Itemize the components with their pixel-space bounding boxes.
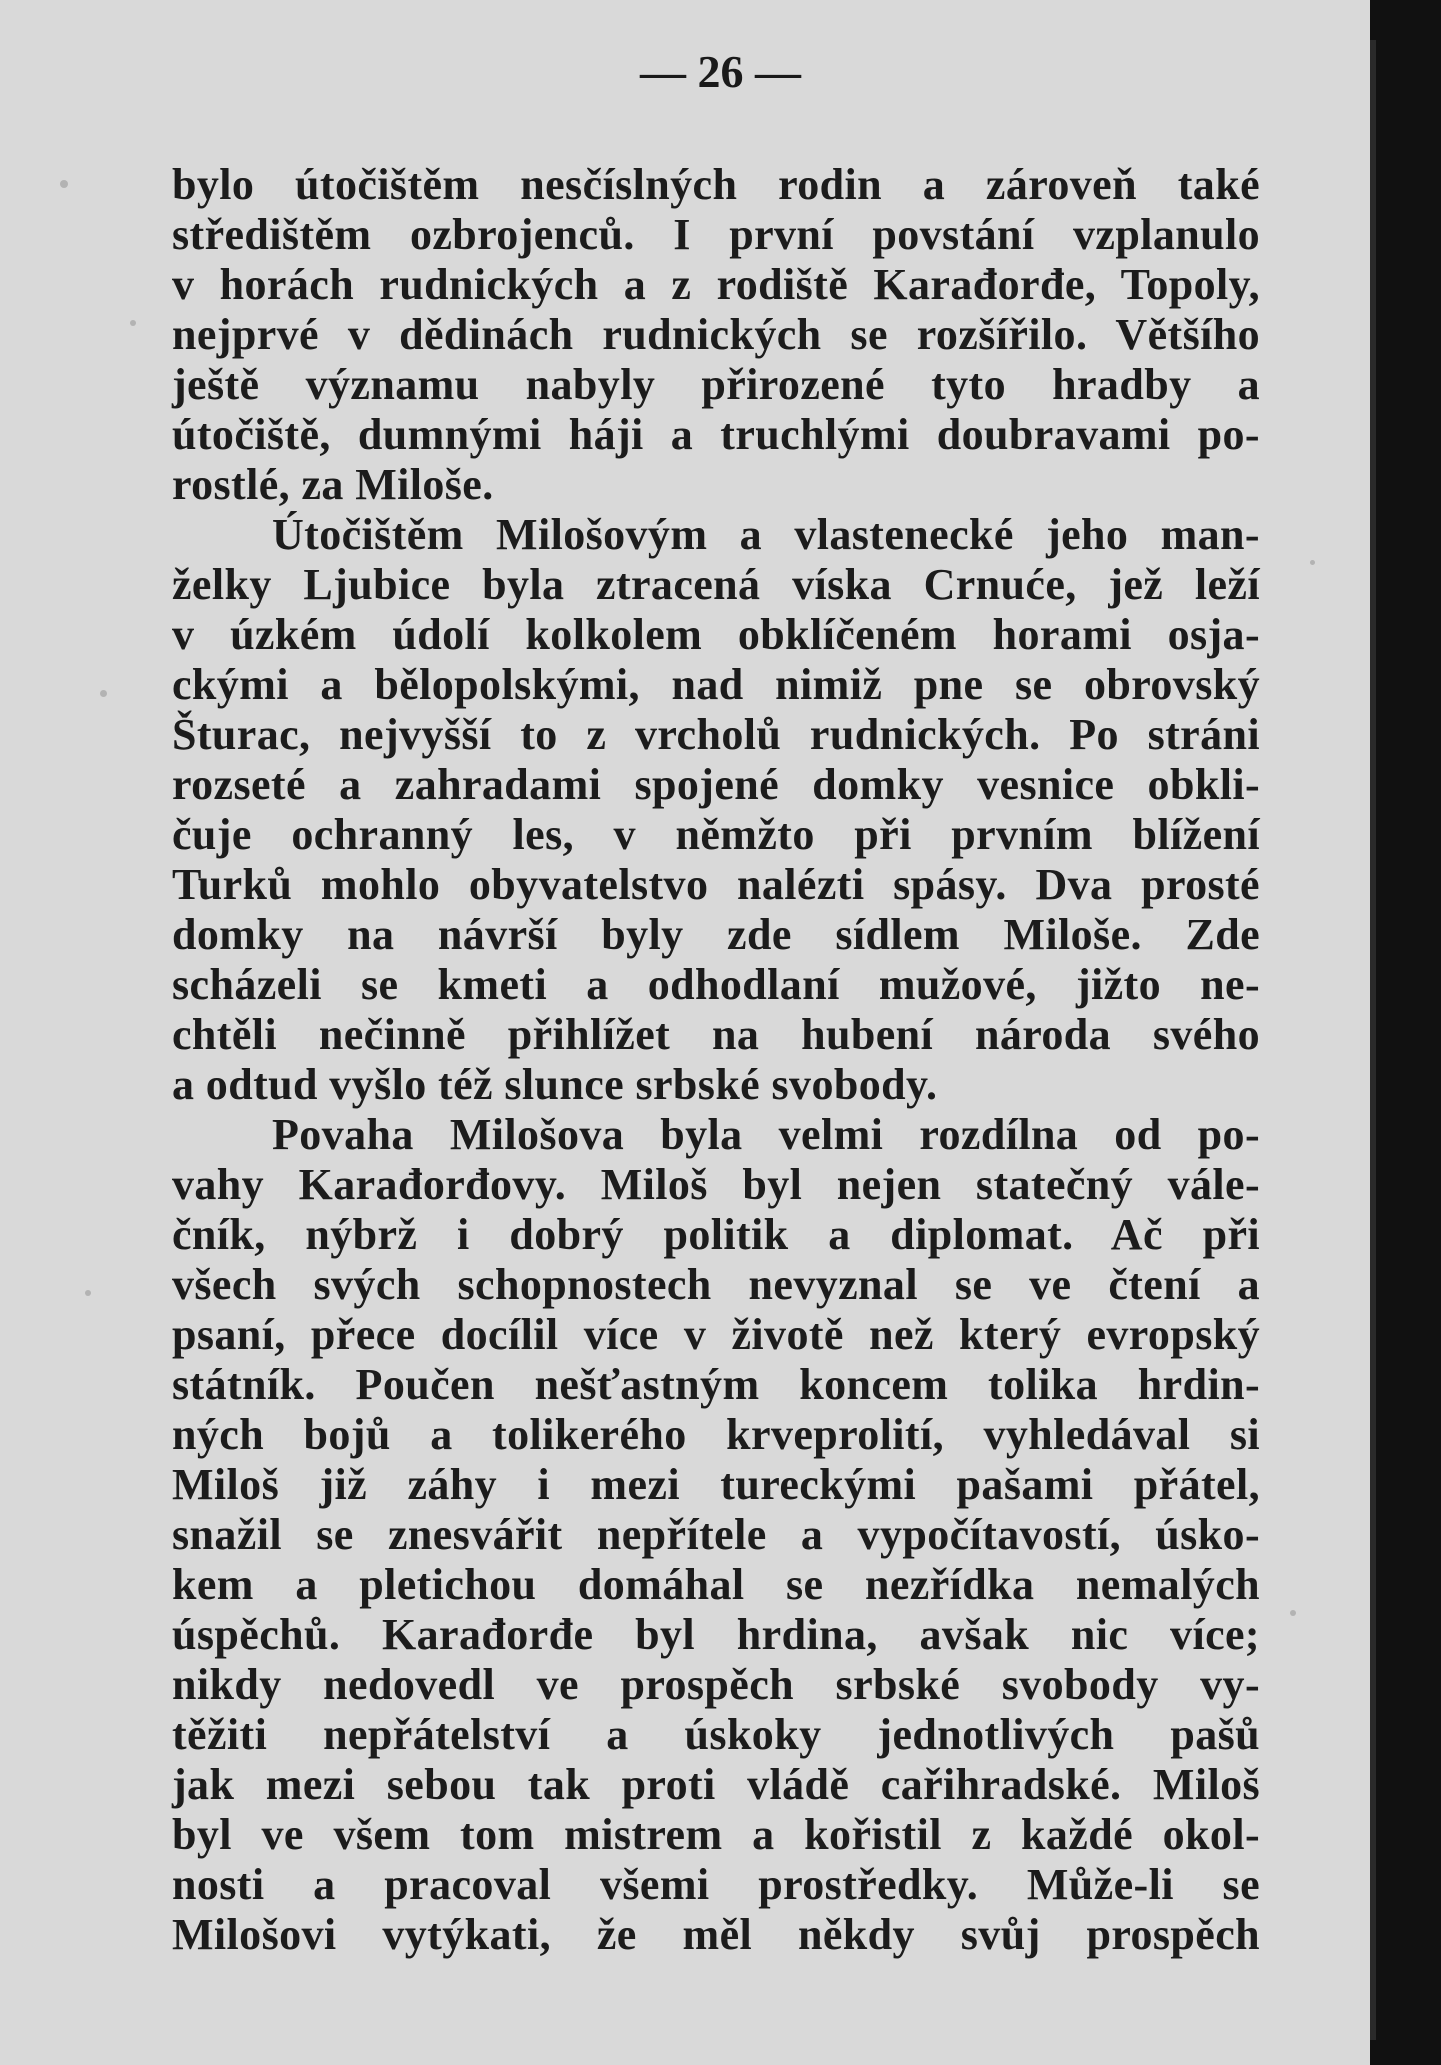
- text-line: nosti a pracoval všemi prostředky. Může-li se: [172, 1860, 1260, 1909]
- text-line: čuje ochranný les, v němžto při prvním blížení: [172, 810, 1260, 859]
- text-line: útočiště, dumnými háji a truchlými doubravami po-: [172, 410, 1260, 459]
- paper-speck: [100, 690, 107, 697]
- text-line: domky na návrší byly zde sídlem Miloše. Zde: [172, 910, 1260, 959]
- text-line: ckými a bělopolskými, nad nimiž pne se obrovský: [172, 660, 1260, 709]
- paper-speck: [60, 180, 68, 188]
- text-line: ještě významu nabyly přirozené tyto hradby a: [172, 360, 1260, 409]
- text-line: státník. Poučen nešťastným koncem tolika hrdin-: [172, 1360, 1260, 1409]
- text-line: těžiti nepřátelství a úskoky jednotlivých pašů: [172, 1710, 1260, 1759]
- text-line: Turků mohlo obyvatelstvo nalézti spásy. Dva prosté: [172, 860, 1260, 909]
- text-line: úspěchů. Karađorđe byl hrdina, avšak nic více;: [172, 1610, 1260, 1659]
- text-line: rozseté a zahradami spojené domky vesnice obkli-: [172, 760, 1260, 809]
- body-text: [172, 160, 1260, 1960]
- paper-speck: [1310, 560, 1315, 565]
- paper-speck: [85, 1290, 91, 1296]
- paper-speck: [1290, 1610, 1296, 1616]
- paragraph-start: Útočištěm Milošovým a vlastenecké jeho man-: [272, 510, 1260, 559]
- text-line: ných bojů a tolikerého krveprolití, vyhledával si: [172, 1410, 1260, 1459]
- text-line: bylo útočištěm nesčíslných rodin a zároveň také: [172, 160, 1260, 209]
- text-line: snažil se znesvářit nepřítele a vypočítavostí, úsko-: [172, 1510, 1260, 1559]
- text-line: nejprvé v dědinách rudnických se rozšířilo. Většího: [172, 310, 1260, 359]
- text-line: Šturac, nejvyšší to z vrcholů rudnických. Po stráni: [172, 710, 1260, 759]
- page-edge: [1370, 40, 1376, 2040]
- paragraph-start: Povaha Milošova byla velmi rozdílna od po-: [272, 1110, 1260, 1159]
- text-line: v úzkém údolí kolkolem obklíčeném horami osja-: [172, 610, 1260, 659]
- text-line: byl ve všem tom mistrem a kořistil z každé okol-: [172, 1810, 1260, 1859]
- text-line: nikdy nedovedl ve prospěch srbské svobody vy-: [172, 1660, 1260, 1709]
- text-line: psaní, přece docílil více v životě než který evropský: [172, 1310, 1260, 1359]
- text-line: a odtud vyšlo též slunce srbské svobody.: [172, 1060, 938, 1109]
- text-line: v horách rudnických a z rodiště Karađorđe, Topoly,: [172, 260, 1260, 309]
- text-line: želky Ljubice byla ztracená víska Crnuće, jež leží: [172, 560, 1260, 609]
- text-line: kem a pletichou domáhal se nezřídka nemalých: [172, 1560, 1260, 1609]
- text-line: Milošovi vytýkati, že měl někdy svůj prospěch: [172, 1910, 1260, 1959]
- text-line: Miloš již záhy i mezi tureckými pašami přátel,: [172, 1460, 1260, 1509]
- text-line: jak mezi sebou tak proti vládě cařihradské. Miloš: [172, 1760, 1260, 1809]
- text-line: středištěm ozbrojenců. I první povstání vzplanulo: [172, 210, 1260, 259]
- text-line: čník, nýbrž i dobrý politik a diplomat. Ač při: [172, 1210, 1260, 1259]
- text-line: chtěli nečinně přihlížet na hubení národa svého: [172, 1010, 1260, 1059]
- page-number: — 26 —: [640, 46, 801, 97]
- text-line: scházeli se kmeti a odhodlaní mužové, jižto ne-: [172, 960, 1260, 1009]
- text-line: všech svých schopnostech nevyznal se ve čtení a: [172, 1260, 1260, 1309]
- paper-speck: [130, 320, 136, 326]
- text-line: vahy Karađorđovy. Miloš byl nejen statečný vále-: [172, 1160, 1260, 1209]
- text-line: rostlé, za Miloše.: [172, 460, 494, 509]
